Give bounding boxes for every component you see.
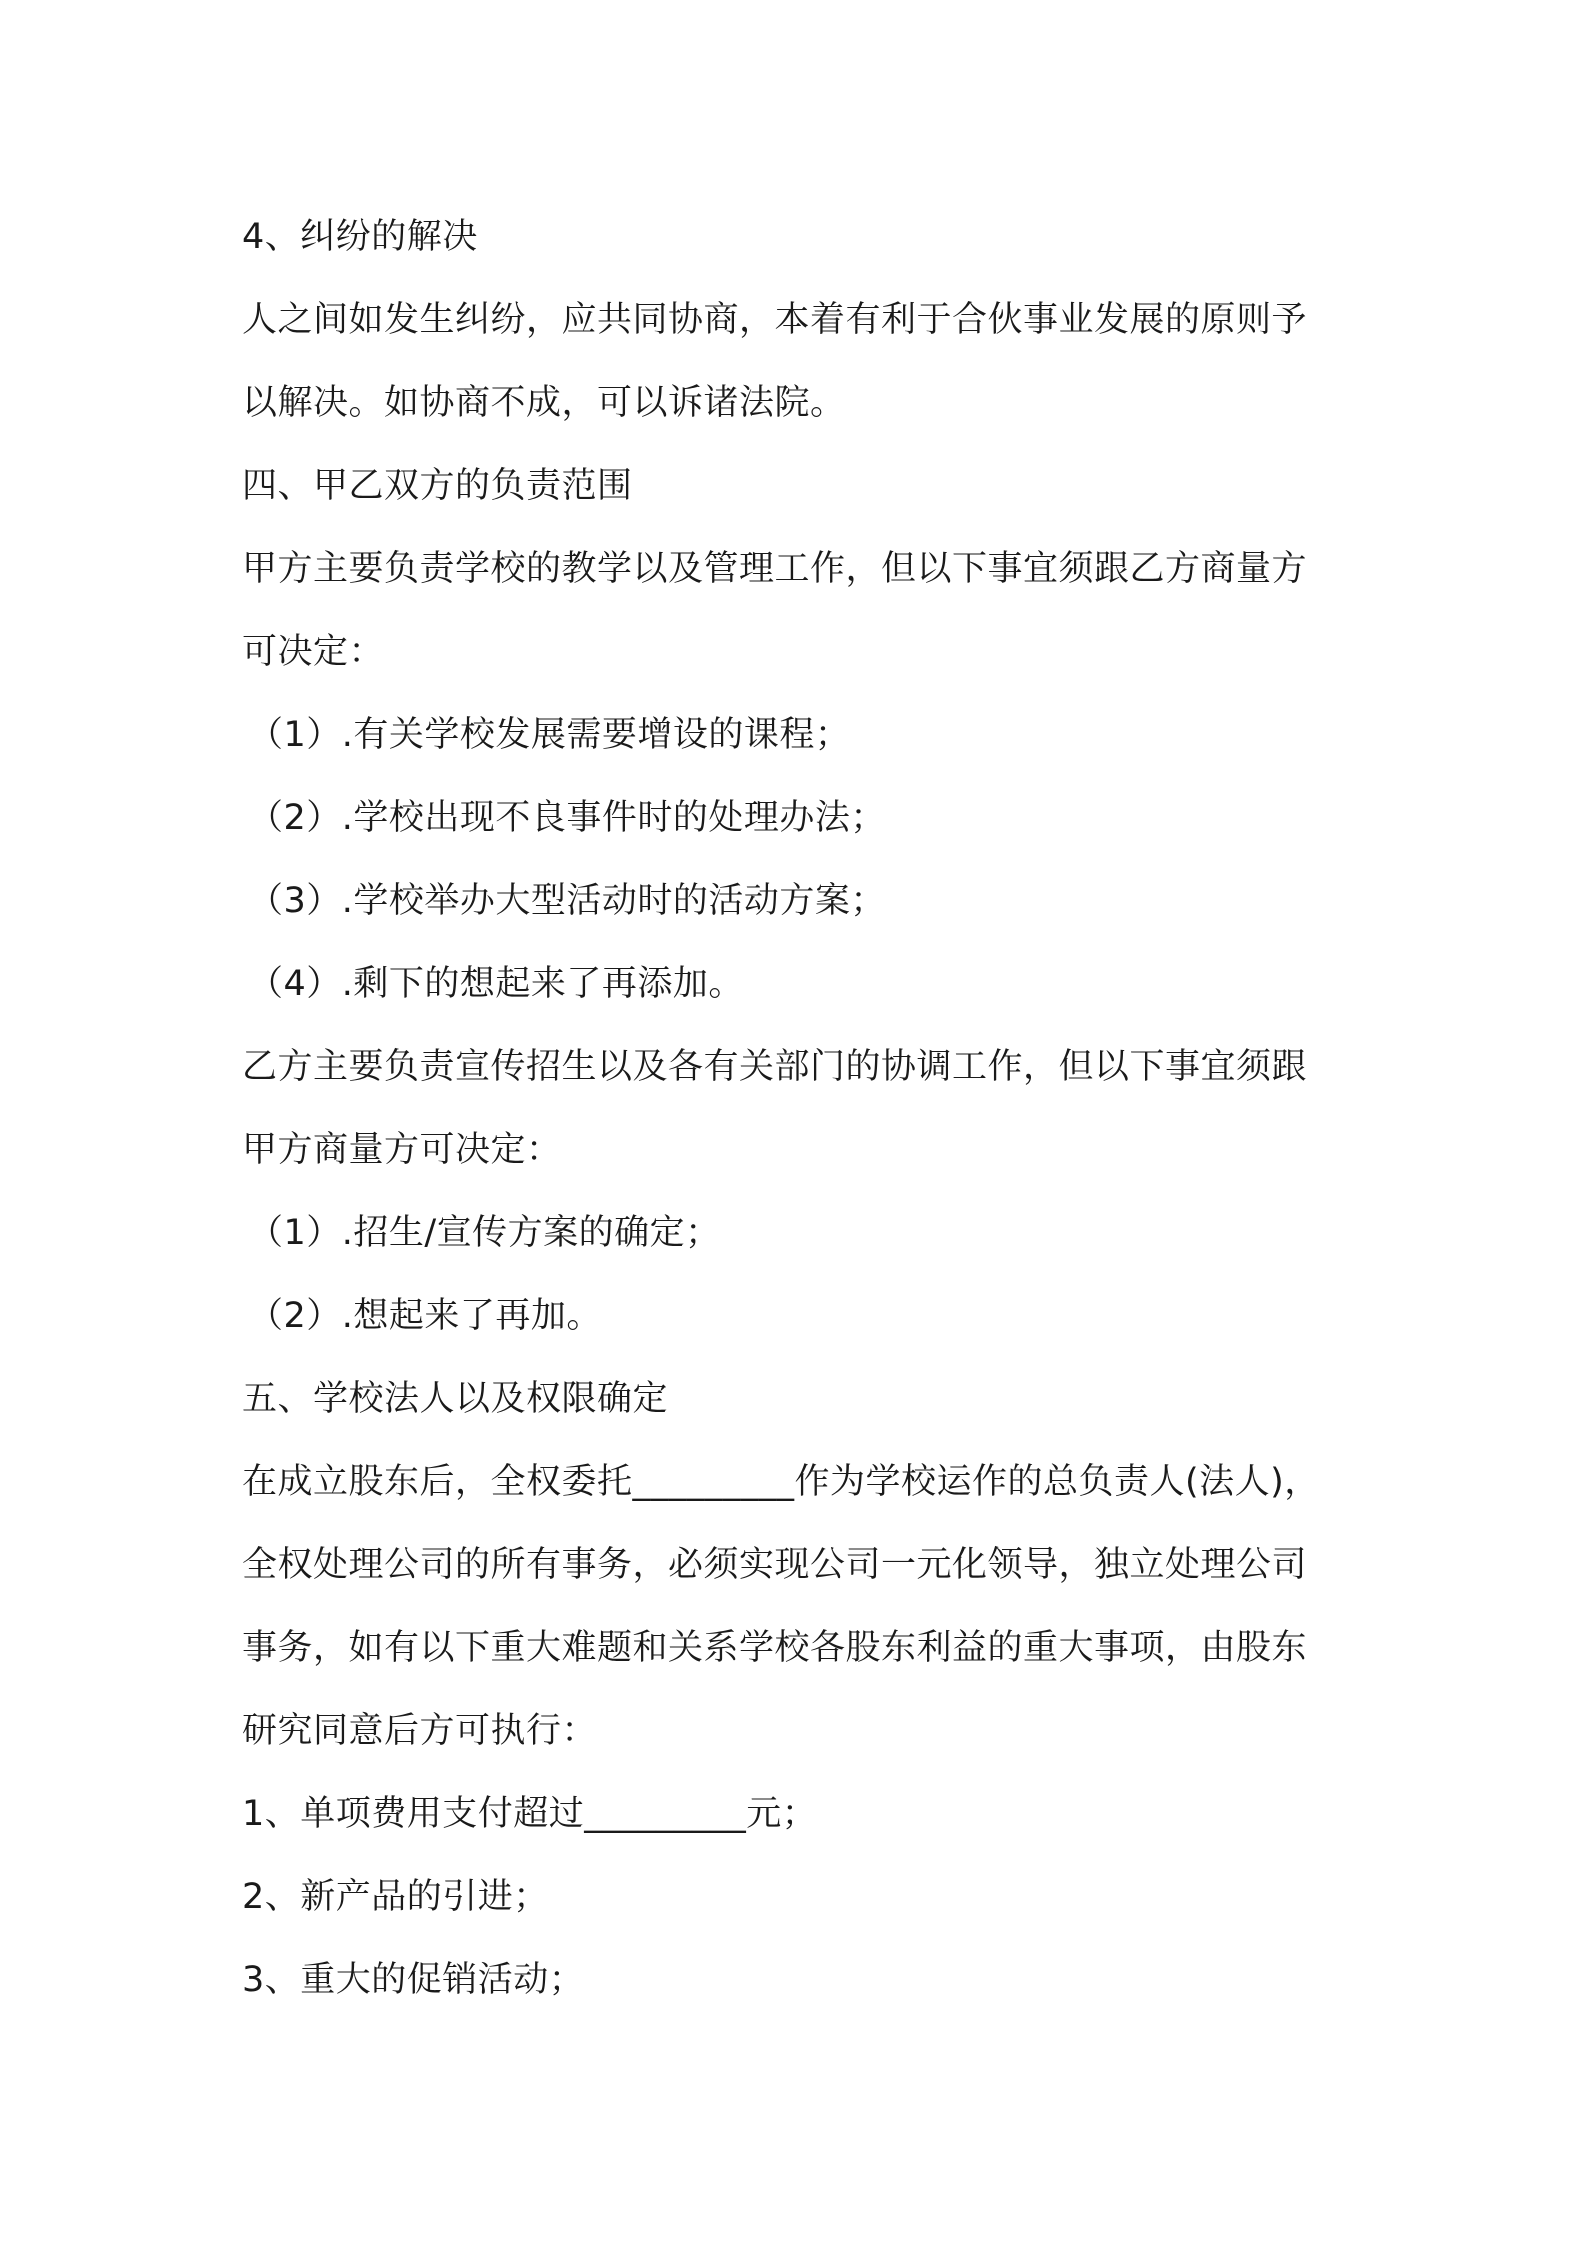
list-item: （4）.剩下的想起来了再添加。	[248, 964, 744, 1004]
list-item: （2）.学校出现不良事件时的处理办法；	[248, 798, 886, 838]
list-item: （3）.学校举办大型活动时的活动方案；	[248, 881, 886, 921]
paragraph-line: 研究同意后方可执行：	[242, 1711, 598, 1751]
paragraph-line: 乙方主要负责宣传招生以及各有关部门的协调工作，但以下事宜须跟	[242, 1047, 1308, 1087]
paragraph-line: 在成立股东后，全权委托_________作为学校运作的总负责人(法人)，	[242, 1462, 1320, 1502]
section-heading-legal-person: 五、学校法人以及权限确定	[242, 1379, 669, 1419]
paragraph-line: 可决定：	[242, 632, 385, 672]
list-item: （1）.招生/宣传方案的确定；	[248, 1213, 721, 1253]
paragraph-line: 事务，如有以下重大难题和关系学校各股东利益的重大事项，由股东	[242, 1628, 1308, 1668]
paragraph-line: 人之间如发生纠纷，应共同协商，本着有利于合伙事业发展的原则予	[242, 300, 1308, 340]
list-item: （1）.有关学校发展需要增设的课程；	[248, 715, 851, 755]
paragraph-line: 甲方主要负责学校的教学以及管理工作，但以下事宜须跟乙方商量方	[242, 549, 1308, 589]
paragraph-line: 全权处理公司的所有事务，必须实现公司一元化领导，独立处理公司	[242, 1545, 1308, 1585]
list-item: 3、重大的促销活动；	[242, 1960, 585, 2000]
list-item: （2）.想起来了再加。	[248, 1296, 602, 1336]
section-heading-responsibilities: 四、甲乙双方的负责范围	[242, 466, 633, 506]
list-item: 2、新产品的引进；	[242, 1877, 549, 1917]
paragraph-line: 甲方商量方可决定：	[242, 1130, 562, 1170]
list-item: 1、单项费用支付超过_________元；	[242, 1794, 818, 1834]
section-heading-dispute-resolution: 4、纠纷的解决	[242, 217, 478, 257]
document-body	[242, 196, 1358, 2022]
paragraph-line: 以解决。如协商不成，可以诉诸法院。	[242, 383, 846, 423]
